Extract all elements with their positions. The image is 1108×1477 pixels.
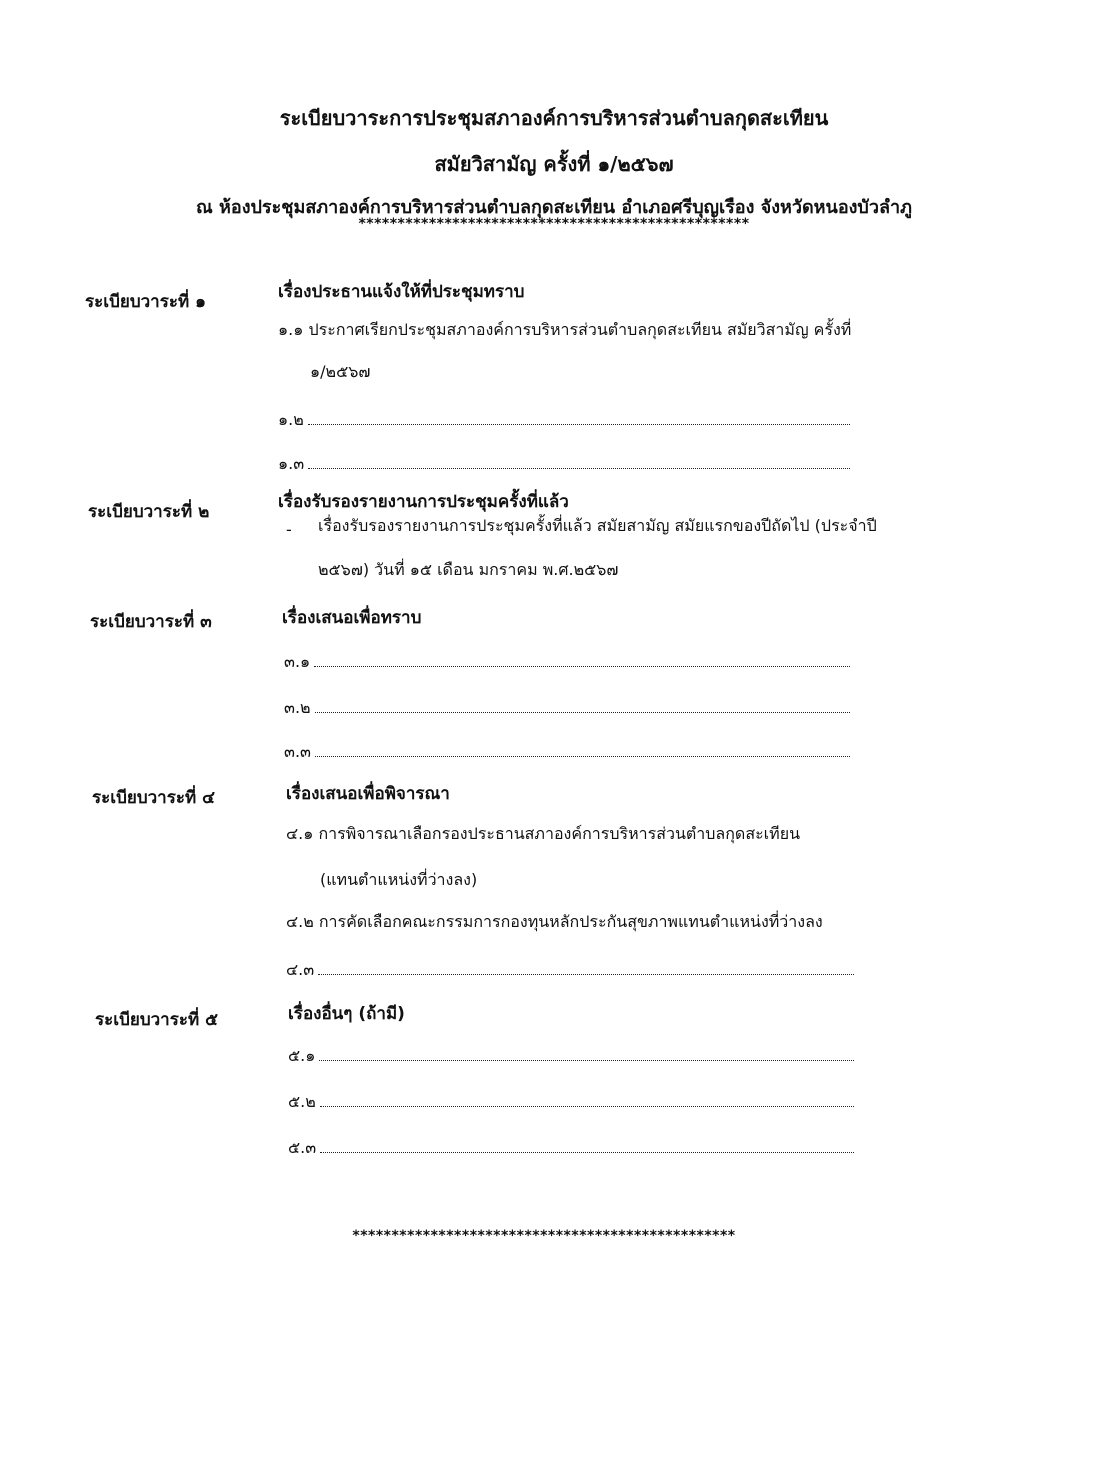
agenda-3-label: ระเบียบวาระที่ ๓ [90,612,212,632]
blank-dotted-line [314,665,850,667]
footer-separator: ************************************************* [352,1228,736,1244]
agenda-3-item-1-row [284,650,850,675]
agenda-4-label: ระเบียบวาระที่ ๔ [92,788,215,808]
agenda-1-item-3-row [278,452,850,477]
agenda-5-item-1-row [288,1044,854,1069]
agenda-2-item-1: เรื่องรับรองรายงานการประชุมครั้งที่แล้ว สมัยสามัญ สมัยแรกของปีถัดไป (ประจำปี [318,516,877,535]
agenda-4-topic: เรื่องเสนอเพื่อพิจารณา [286,784,450,804]
agenda-2-topic: เรื่องรับรองรายงานการประชุมครั้งที่แล้ว [278,492,569,512]
blank-dotted-line [315,755,850,757]
blank-dotted-line [320,1105,854,1107]
agenda-2-bullet: - [286,520,292,539]
header-separator: ************************************************** [358,216,750,232]
agenda-1-item-1: ๑.๑ ประกาศเรียกประชุมสภาองค์การบริหารส่วนตำบลกุดสะเทียน สมัยวิสามัญ ครั้งที่ [278,320,852,339]
agenda-1-topic: เรื่องประธานแจ้งให้ที่ประชุมทราบ [278,282,525,302]
agenda-3-item-2: ๓.๒ [284,698,311,717]
blank-dotted-line [318,973,854,975]
blank-dotted-line [315,711,850,713]
blank-dotted-line [308,423,850,425]
agenda-3-topic: เรื่องเสนอเพื่อทราบ [282,608,422,628]
agenda-5-topic: เรื่องอื่นๆ (ถ้ามี) [288,1004,405,1024]
agenda-2-label: ระเบียบวาระที่ ๒ [88,502,210,522]
session-subtitle: สมัยวิสามัญ ครั้งที่ ๑/๒๕๖๗ [434,152,674,176]
agenda-4-item-3-row [286,958,854,983]
agenda-4-item-3: ๔.๓ [286,960,315,979]
agenda-1-item-2: ๑.๒ [278,410,304,429]
blank-dotted-line [319,1059,854,1061]
agenda-1-item-2-row [278,408,850,433]
agenda-1-label: ระเบียบวาระที่ ๑ [85,292,206,312]
agenda-4-item-1: ๔.๑ การพิจารณาเลือกรองประธานสภาองค์การบริหารส่วนตำบลกุดสะเทียน [286,824,800,843]
agenda-5-item-2-row [288,1090,854,1115]
agenda-3-item-3-row [284,740,850,765]
blank-dotted-line [320,1151,854,1153]
agenda-5-item-1: ๕.๑ [288,1046,316,1065]
agenda-5-item-3: ๕.๓ [288,1138,317,1157]
agenda-1-item-1-cont: ๑/๒๕๖๗ [310,362,371,381]
document-title: ระเบียบวาระการประชุมสภาองค์การบริหารส่วนตำบลกุดสะเทียน [279,106,829,130]
agenda-4-item-2: ๔.๒ การคัดเลือกคณะกรรมการกองทุนหลักประกันสุขภาพแทนตำแหน่งที่ว่างลง [286,912,823,931]
agenda-2-item-1-cont: ๒๕๖๗) วันที่ ๑๕ เดือน มกราคม พ.ศ.๒๕๖๗ [318,560,619,579]
meeting-location: ณ ห้องประชุมสภาองค์การบริหารส่วนตำบลกุดสะเทียน อำเภอศรีบุญเรือง จังหวัดหนองบัวลำภู [196,197,912,218]
agenda-3-item-3: ๓.๓ [284,742,311,761]
agenda-3-item-2-row [284,696,850,721]
agenda-4-item-1-cont: (แทนตำแหน่งที่ว่างลง) [320,870,478,889]
agenda-1-item-3: ๑.๓ [278,454,305,473]
agenda-5-item-2: ๕.๒ [288,1092,316,1111]
agenda-3-item-1: ๓.๑ [284,652,311,671]
blank-dotted-line [308,467,850,469]
agenda-5-item-3-row [288,1136,854,1161]
agenda-5-label: ระเบียบวาระที่ ๕ [95,1010,218,1030]
